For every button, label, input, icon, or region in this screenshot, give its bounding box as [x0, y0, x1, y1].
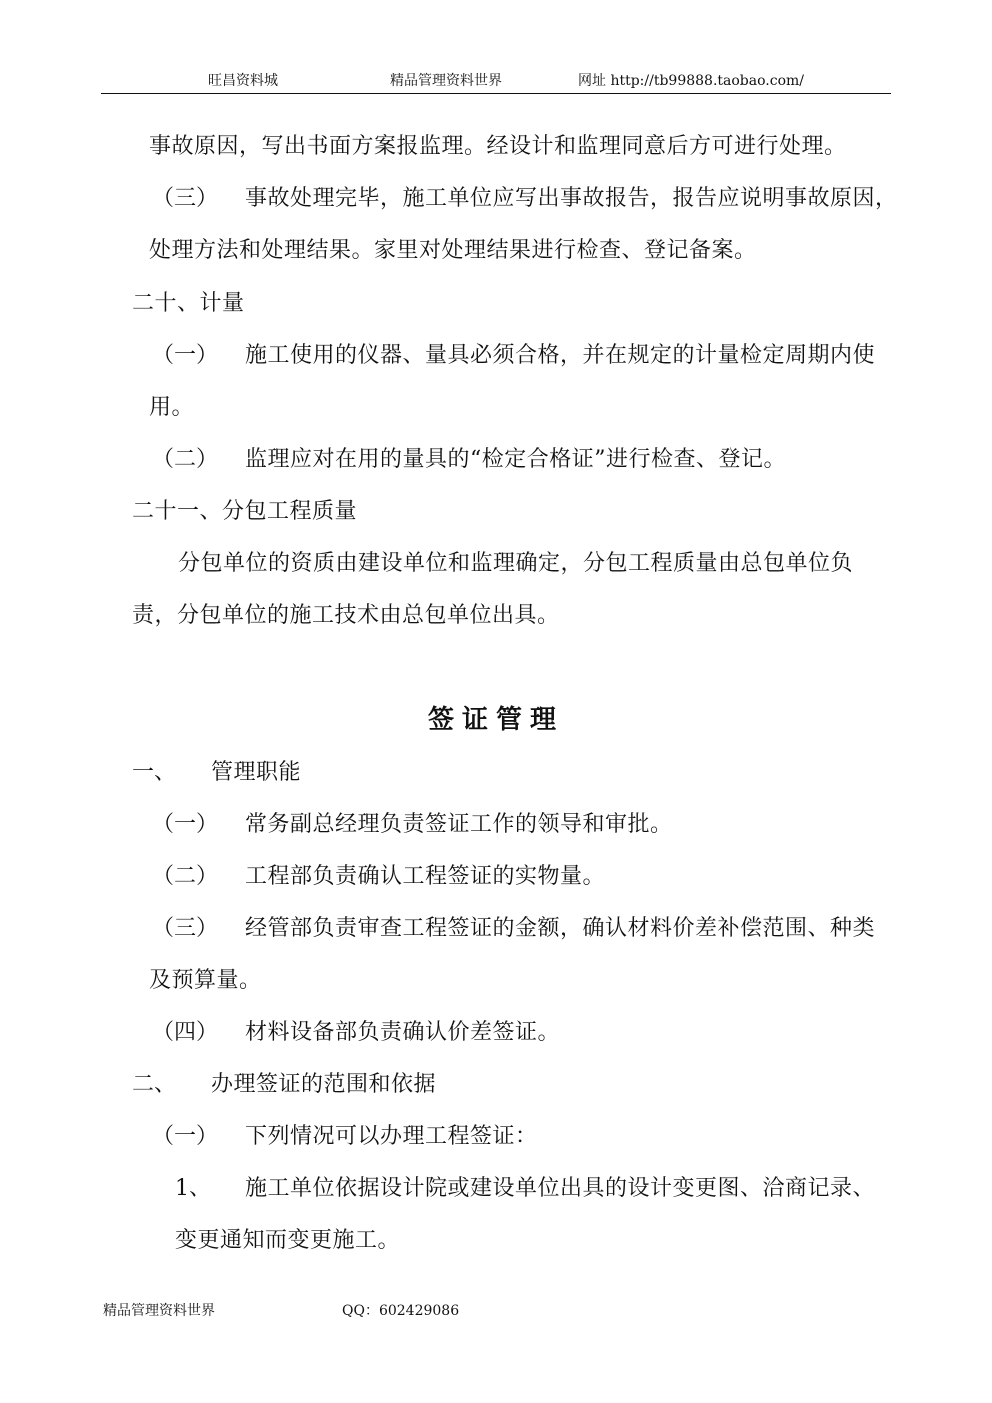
- paragraph-line: 下列情况可以办理工程签证：: [245, 1124, 538, 1149]
- header-site-name: 旺昌资料城: [208, 73, 278, 89]
- item-marker: （二）: [152, 864, 219, 889]
- paragraph-line: 材料设备部负责确认价差签证。: [245, 1020, 561, 1045]
- section-heading: 二十一、分包工程质量: [132, 499, 358, 524]
- item-marker: 二、: [132, 1072, 177, 1097]
- item-marker: 一、: [132, 760, 177, 785]
- item-marker: （二）: [152, 447, 219, 472]
- item-marker: （四）: [152, 1020, 219, 1045]
- item-marker: 1、: [175, 1176, 211, 1201]
- paragraph-line: 及预算量。: [149, 968, 262, 993]
- paragraph-line: 常务副总经理负责签证工作的领导和审批。: [245, 812, 673, 837]
- paragraph-line: 分包单位的资质由建设单位和监理确定，分包工程质量由总包单位负: [178, 551, 854, 576]
- paragraph-line: 处理方法和处理结果。家里对处理结果进行检查、登记备案。: [149, 238, 757, 263]
- item-marker: （一）: [152, 812, 219, 837]
- section-heading: 管理职能: [211, 760, 302, 785]
- paragraph-line: 用。: [149, 395, 195, 420]
- item-marker: （一）: [152, 343, 219, 368]
- section-heading: 办理签证的范围和依据: [211, 1072, 437, 1097]
- header-url: 网址 http://tb99888.taobao.com/: [578, 73, 805, 89]
- page-title: 签证管理: [427, 705, 564, 735]
- paragraph-line: 施工单位依据设计院或建设单位出具的设计变更图、洽商记录、: [245, 1176, 876, 1201]
- footer-brand: 精品管理资料世界: [103, 1303, 215, 1319]
- paragraph-line: 责，分包单位的施工技术由总包单位出具。: [132, 603, 560, 628]
- item-marker: （三）: [152, 186, 219, 211]
- paragraph-line: 施工使用的仪器、量具必须合格，并在规定的计量检定周期内使: [245, 343, 876, 368]
- paragraph-line: 事故处理完毕，施工单位应写出事故报告，报告应说明事故原因，: [245, 186, 898, 211]
- footer-contact: QQ：602429086: [342, 1303, 460, 1319]
- paragraph-line: 工程部负责确认工程签证的实物量。: [245, 864, 606, 889]
- item-marker: （三）: [152, 916, 219, 941]
- paragraph-line: 变更通知而变更施工。: [175, 1228, 401, 1253]
- paragraph-line: 监理应对在用的量具的“检定合格证”进行检查、登记。: [245, 447, 786, 472]
- paragraph-line: 事故原因，写出书面方案报监理。经设计和监理同意后方可进行处理。: [149, 134, 847, 159]
- section-heading: 二十、计量: [132, 291, 245, 316]
- paragraph-line: 经管部负责审查工程签证的金额，确认材料价差补偿范围、种类: [245, 916, 876, 941]
- header-brand: 精品管理资料世界: [390, 73, 502, 89]
- header-rule: [101, 93, 891, 94]
- item-marker: （一）: [152, 1124, 219, 1149]
